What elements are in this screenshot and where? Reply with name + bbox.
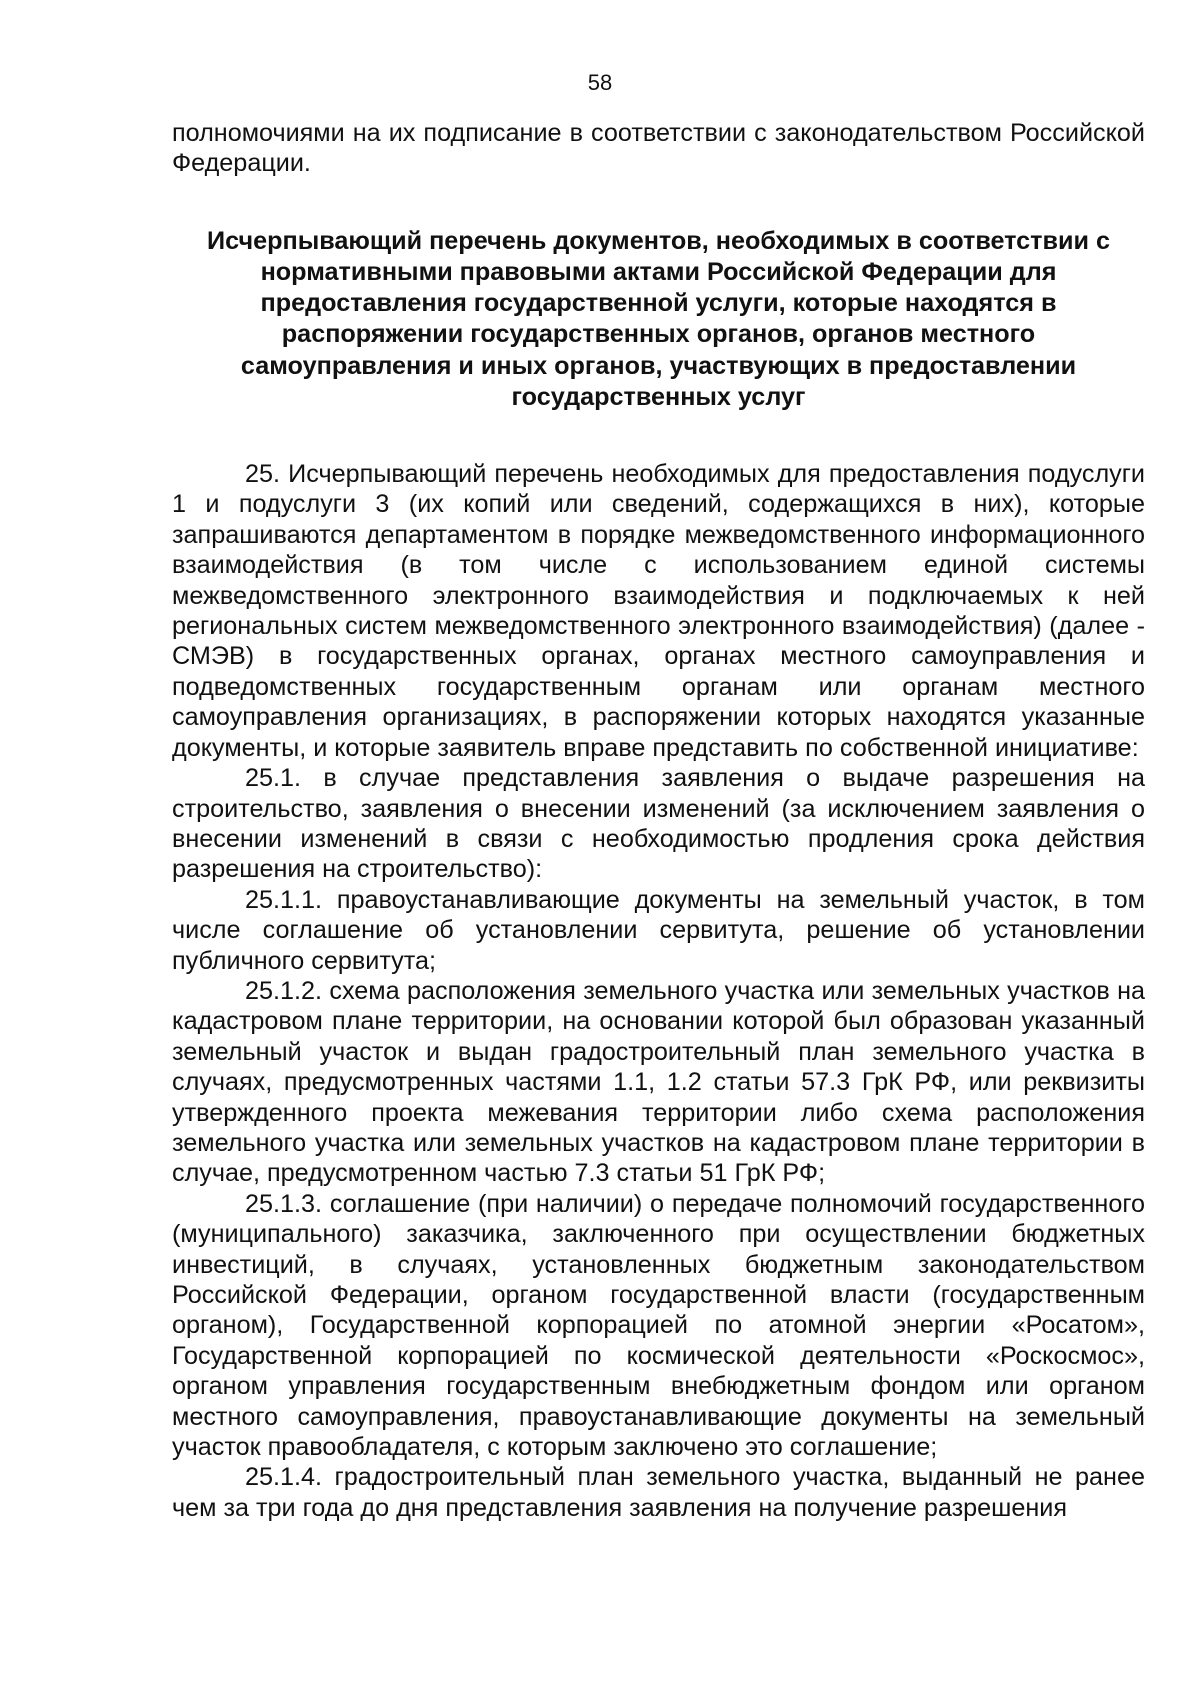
intro-paragraph: полномочиями на их подписание в соответствии с законодательством Российской Федерации.	[172, 119, 1145, 178]
paragraph-25-1-2: 25.1.2. схема расположения земельного участка или земельных участков на кадастровом плане территории, на основании которой был образован указанный земельный участок и выдан градостроительный план земельного участка в случаях, предусмотренных частями 1.1, 1.2 статьи 57.3 ГрК РФ, или реквизиты утвержденного проекта межевания территории либо схема расположения земельного участка или земельных участков на кадастровом плане территории в случае, предусмотренном частью 7.3 статьи 51 ГрК РФ;	[172, 976, 1145, 1188]
paragraph-25-1: 25.1. в случае представления заявления о выдаче разрешения на строительство, заявления о внесении изменений (за исключением заявления о внесении изменений в связи с необходимостью продления срока действия разрешения на строительство):	[172, 764, 1145, 884]
section-heading: Исчерпывающий перечень документов, необходимых в соответствии с нормативными правовыми актами Российской Федерации для предоставления государственной услуги, которые находятся в распоряжении государственных органов, органов местного самоуправления и иных органов, участвующих в предоставлении государственных услуг	[207, 226, 1110, 411]
paragraph-25-1-1: 25.1.1. правоустанавливающие документы на земельный участок, в том числе соглашение об установлении сервитута, решение об установлении публичного сервитута;	[172, 885, 1145, 975]
document-body	[172, 118, 1145, 1523]
paragraph-25: 25. Исчерпывающий перечень необходимых для предоставления подуслуги 1 и подуслуги 3 (их копий или сведений, содержащихся в них), которые запрашиваются департаментом в порядке межведомственного информационного взаимодействия (в том числе с использованием единой системы межведомственного электронного взаимодействия и подключаемых к ней региональных систем межведомственного электронного взаимодействия) (далее - СМЭВ) в государственных органах, органах местного самоуправления и подведомственных государственным органам или органам местного самоуправления организациях, в распоряжении которых находятся указанные документы, и которые заявитель вправе представить по собственной инициативе:	[172, 460, 1145, 762]
page-number: 58	[587, 70, 613, 95]
paragraph-25-1-3: 25.1.3. соглашение (при наличии) о передаче полномочий государственного (муниципального) заказчика, заключенного при осуществлении бюджетных инвестиций, в случаях, установленных бюджетным законодательством Российской Федерации, органом государственной власти (государственным органом), Государственной корпорацией по атомной энергии «Росатом», Государственной корпорацией по космической деятельности «Роскосмос», органом управления государственным внебюджетным фондом или органом местного самоуправления, правоустанавливающие документы на земельный участок правообладателя, с которым заключено это соглашение;	[172, 1189, 1145, 1462]
paragraph-25-1-4: 25.1.4. градостроительный план земельного участка, выданный не ранее чем за три года до дня представления заявления на получение разрешения	[172, 1463, 1145, 1522]
